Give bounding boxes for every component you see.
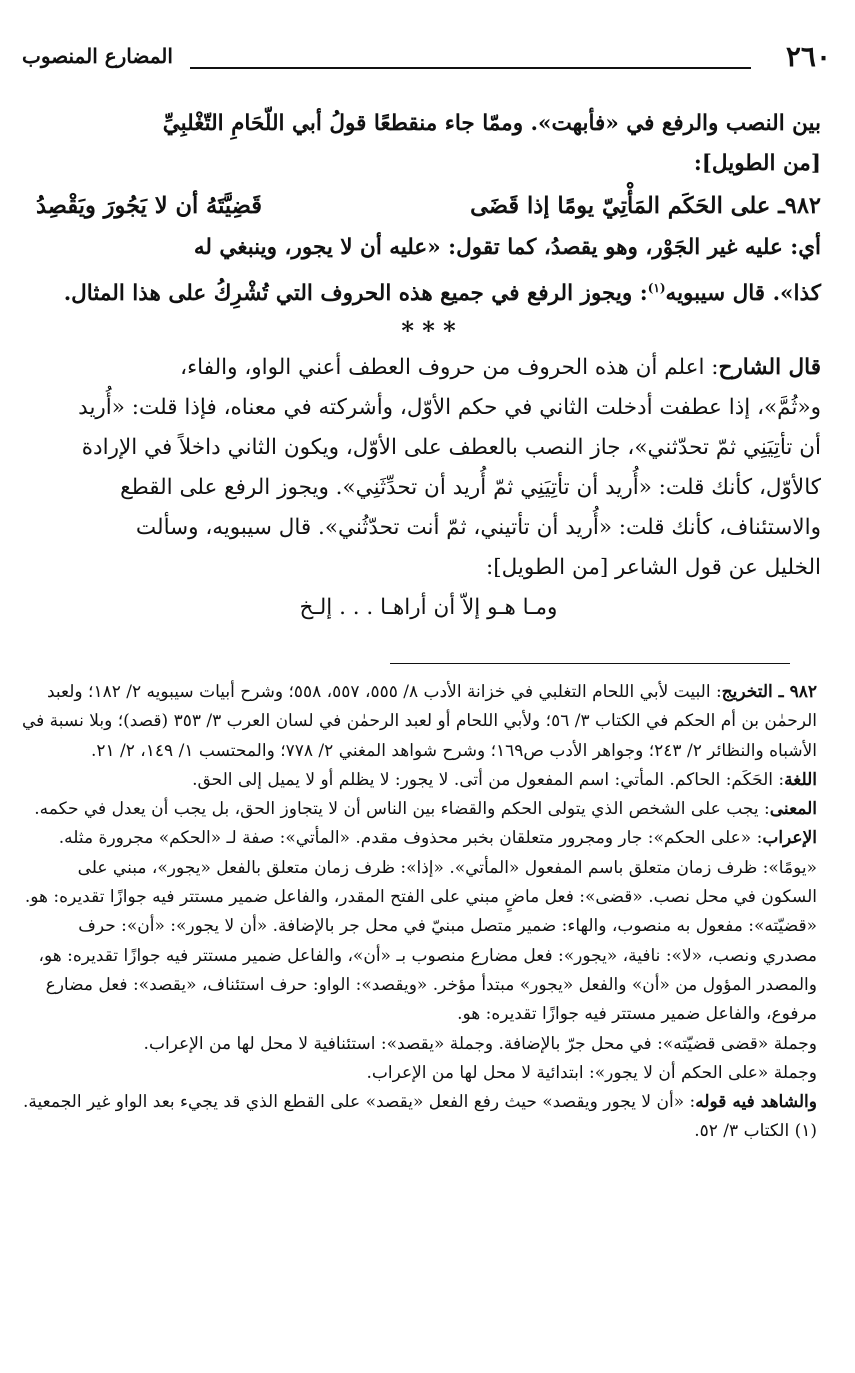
footnote-rule (390, 663, 790, 664)
explanation-text: كذا». قال سيبويه (665, 281, 821, 307)
page-header (22, 40, 831, 76)
note-label: المعنى (769, 799, 817, 820)
note-irab (22, 824, 817, 1029)
explanation-text-cont: : ويجوز الرفع في جميع هذه الحروف التي تُشْرِكُ على هذا المثال. (63, 281, 648, 307)
commentary-text: : اعلم أن هذه الحروف من حروف العطف أعني الواو، والفاء، (180, 355, 719, 381)
note-text: : يجب على الشخص الذي يتولى الحكم والقضاء بين الناس أن لا يتجاوز الحق، بل يجب أن يعدل في حكمه. (34, 799, 770, 820)
note-jumla-1: وجملة «قضى قضيّته»: في محل جرّ بالإضافة. وجملة «يقصد»: استئنافية لا محل لها من الإعراب. (143, 1033, 817, 1054)
verse-first-hemistich (470, 186, 821, 226)
header-rule (190, 67, 751, 69)
verse-982 (36, 186, 821, 226)
note-label: ٩٨٢ ـ التخريج (721, 682, 817, 702)
intro-line: بين النصب والرفع في «فأبهت». وممّا جاء منقطعًا قولُ أبي اللّحَامِ التّغْلبِيِّ (162, 111, 821, 136)
note-label: اللغة (784, 769, 817, 790)
note-label: والشاهد فيه قوله (695, 1092, 817, 1113)
footnote-marker: (١) (647, 281, 666, 295)
commentary-label: قال الشارح (718, 355, 821, 381)
commentary-line: الخليل عن قول الشاعر [من الطويل]: (485, 555, 821, 581)
note-lugha (22, 766, 817, 795)
quoted-verse: ومـا هـو إلاّ أن أراهـا . . . إلـخ (299, 595, 558, 621)
note-label: الإعراب (762, 828, 817, 849)
commentary-line: كالأوّل، كأنك قلت: «أُريد أن تأتِيَنِي ثمّ أُريد أن تحدِّثَنِي». ويجوز الرفع على القطع (120, 475, 821, 501)
commentary-line: و«ثُمَّ»، إذا عطفت أدخلت الثاني في حكم الأوّل، وأشركته في معناه، فإذا قلت: «أُريد (78, 395, 821, 421)
commentary-line: والاستئناف، كأنك قلت: «أُريد أن تأتيني، ثمّ أنت تحدّثُني». قال سيبويه، وسألت (135, 515, 821, 541)
note-takhrij (22, 678, 817, 766)
explanation-line: أي: عليه غير الجَوْر، وهو يقصدُ، كما تقول: «عليه أن لا يجور، وينبغي له (193, 235, 821, 260)
meter-label: [من الطويل]: (693, 151, 821, 176)
commentary-line: أن تأتِيَنِي ثمّ تحدّثني»، جاز النصب بالعطف على الأوّل، ويكون الثاني داخلاً في الإرادة (81, 435, 821, 461)
chapter-title: المضارع المنصوب (22, 44, 173, 68)
commentary-line (36, 348, 821, 388)
note-maana (22, 795, 817, 824)
note-text: : البيت لأبي اللحام التغلبي في خزانة الأدب ٨/ ٥٥٥، ٥٥٧، ٥٥٨؛ وشرح أبيات سيبويه ٢/ ١٨٢؛ ولعبد الرحمٰن بن أم الحكم في الكتاب ٣/ ٥٦؛ ولأبي اللحام أو لعبد الرحمٰن في لسان العرب ٣/ ٣٥٣ (قصد)؛ وبلا نسبة في الأشباه والنظائر ٢/ ٢٤٣؛ وجواهر الأدب ص١٦٩؛ وشرح شواهد المغني ٢/ ٧٧٨؛ والمحتسب ١/ ١٤٩، ٢/ ٢١. (21, 682, 817, 761)
verse-second-hemistich: قَضِيَّتَهُ أن لا يَجُورَ ويَقْصِدُ (36, 193, 262, 219)
footnote-1: (١) الكتاب ٣/ ٥٢. (694, 1121, 817, 1142)
page-number: ٢٦٠ (785, 40, 831, 73)
note-jumla-2: وجملة «على الحكم أن لا يجور»: ابتدائية لا محل لها من الإعراب. (366, 1062, 817, 1083)
note-text: : «على الحكم»: جار ومجرور متعلقان بخبر محذوف مقدم. «المأتي»: صفة لـ «الحكم» مجرورة مثله. «يومًا»: ظرف زمان متعلق باسم المفعول «المأتي». «إذا»: ظرف زمان متعلق بالفعل «يجور»، مبني على السكون في محل نصب. «قضى»: فعل ماضٍ مبني على الفتح المقدر، والفاعل ضمير مستتر فيه جوازًا تقديره: هو. «قضيّته»: مفعول به منصوب، والهاء: ضمير متصل مبنيّ في محل جر بالإضافة. «أن لا يجور»: «أن»: حرف مصدري ونصب، «لا»: نافية، «يجور»: فعل مضارع منصوب بـ «أن»، والفاعل ضمير مستتر فيه جوازًا تقديره: هو، والمصدر المؤول من «أن» والفعل «يجور» مبتدأ مؤخر. «ويقصد»: الواو: حرف استئناف، «يقصد»: فعل مضارع مرفوع، والفاعل ضمير مستتر فيه جوازًا تقديره: هو. (24, 828, 817, 1025)
footnotes (22, 678, 817, 1147)
note-text: : الحَكَم: الحاكم. المأتي: اسم المفعول من أتى. لا يجور: لا يظلم أو لا يميل إلى الحق. (192, 769, 785, 790)
note-shahid (22, 1088, 817, 1117)
verse-first-text: ـ على الحَكَم المَأْتِيّ يومًا إذا قَضَى (470, 193, 785, 219)
section-separator: * * * (401, 316, 456, 346)
verse-number: ٩٨٢ (784, 193, 821, 219)
explanation-line-2 (36, 268, 821, 314)
note-text: : «أن لا يجور ويقصد» حيث رفع الفعل «يقصد» على القطع الذي قد يجيء بعد الواو غير الجمعية. (23, 1092, 696, 1113)
main-text (36, 104, 821, 628)
